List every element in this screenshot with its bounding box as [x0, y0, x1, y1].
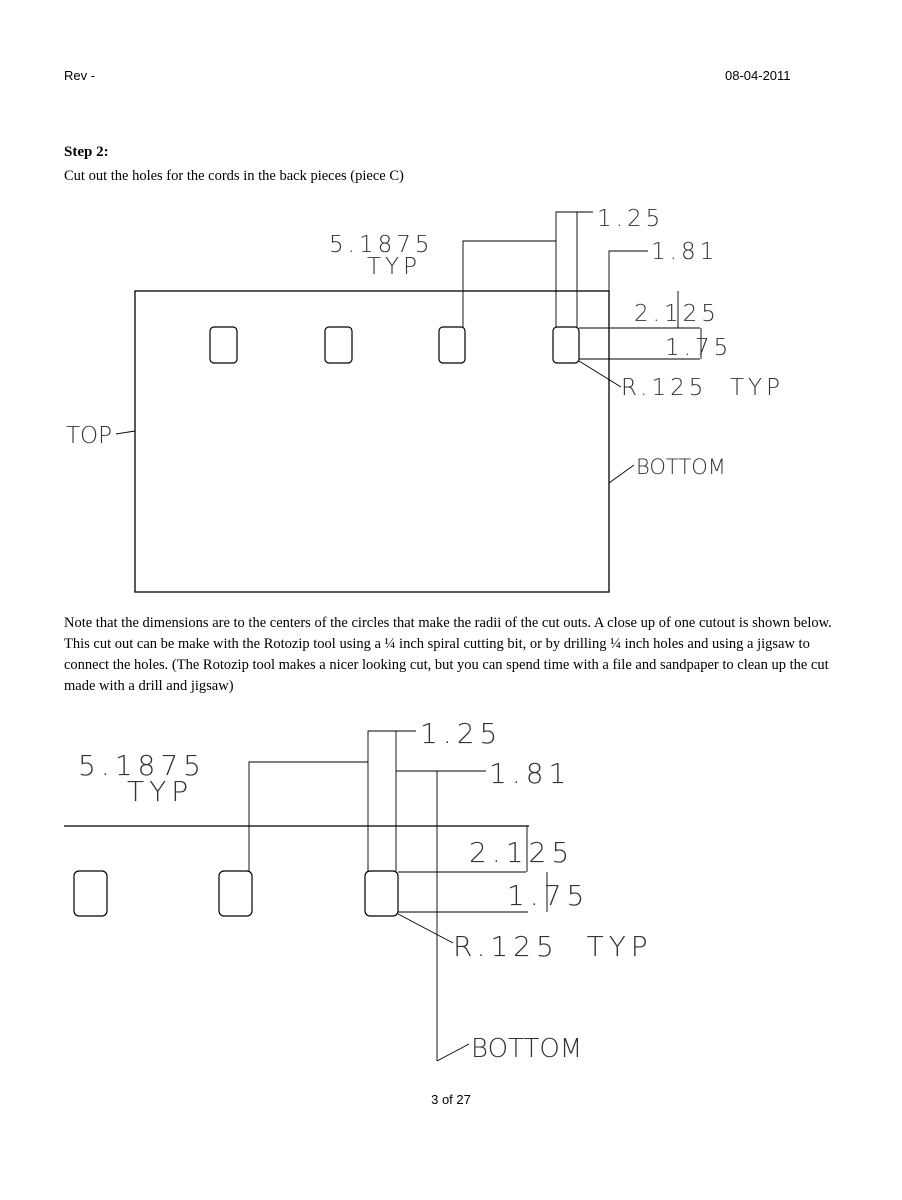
bottom-label: BOTTOM	[471, 1034, 583, 1064]
dim-offset-label: 1.81	[651, 239, 719, 265]
document-date: 08-04-2011	[725, 68, 791, 83]
step-title: Step 2:	[64, 144, 109, 160]
dimension-line	[609, 251, 648, 291]
dimension-line	[556, 212, 593, 327]
leader-line	[579, 361, 621, 387]
dimension-line	[463, 241, 556, 327]
revision-label: Rev -	[64, 68, 96, 83]
step-description: Cut out the holes for the cords in the back pieces (piece C)	[64, 168, 404, 184]
cutout	[553, 327, 579, 363]
leader-line	[116, 431, 135, 434]
dim-height-label: 2.125	[469, 836, 575, 869]
top-label: TOP	[66, 423, 113, 449]
leader-line	[609, 465, 634, 483]
cutout	[365, 871, 398, 916]
leader-line	[437, 1044, 469, 1061]
radius-label: R.125 TYP	[621, 375, 784, 401]
dimension-line	[249, 762, 368, 871]
leader-line	[398, 914, 453, 943]
dim-height-label: 2.125	[634, 301, 720, 327]
dim-offset-label: 1.81	[489, 757, 572, 790]
dim-spacing-label: 5.1875	[78, 749, 206, 782]
radius-label: R.125 TYP	[453, 930, 653, 963]
typ-label: TYP	[127, 775, 194, 808]
dim-width-label: 1.25	[420, 717, 503, 750]
typ-label: TYP	[367, 254, 421, 280]
page-number: 3 of 27	[431, 1092, 471, 1107]
dimension-line	[437, 771, 486, 1061]
board-outline	[135, 291, 609, 592]
cutout	[210, 327, 237, 363]
cutout	[74, 871, 107, 916]
dim-top-label: 1.75	[665, 335, 733, 361]
cutout	[219, 871, 252, 916]
note-paragraph: Note that the dimensions are to the centers of the circles that make the radii of the cut outs. A close up of one cutout is shown below. This cut out can be make with the Rotozip tool using a ¼ inch spiral cutting bit, or by drilling ¼ inch holes and using a jigsaw to connect the holes. (The Rotozip tool makes a nicer looking cut, but you can spend time with a file and sandpaper to clean up the cut made with a drill and jigsaw)	[64, 615, 832, 694]
dim-spacing-label: 5.1875	[329, 232, 434, 258]
bottom-label: BOTTOM	[636, 455, 726, 479]
cutout	[325, 327, 352, 363]
cutout	[439, 327, 465, 363]
dim-width-label: 1.25	[597, 206, 665, 232]
dim-top-label: 1.75	[507, 879, 590, 912]
dimension-line	[368, 731, 416, 871]
